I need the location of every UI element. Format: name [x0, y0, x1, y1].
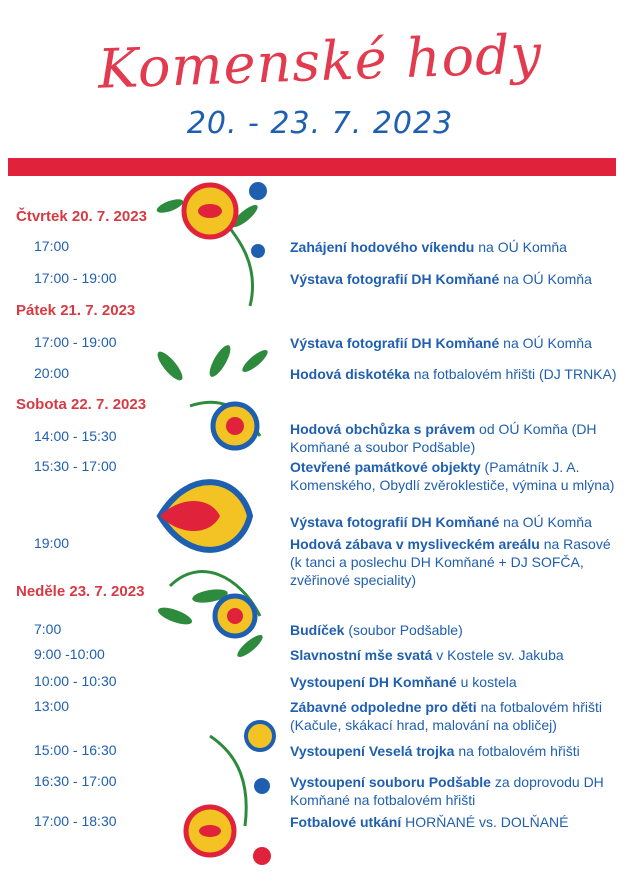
event-desc: [290, 535, 620, 589]
event-time: 10:00 - 10:30: [34, 673, 117, 689]
event-desc: [290, 813, 620, 831]
event-time: 17:00 - 19:00: [34, 270, 117, 286]
event-detail: na fotbalovém hřišti (DJ TRNKA): [409, 366, 617, 382]
event-title: Výstava fotografií DH Komňané: [290, 271, 500, 287]
event-time: 17:00 - 18:30: [34, 813, 117, 829]
event-time: 17:00 - 19:00: [34, 334, 117, 350]
event-detail: na OÚ Komňa: [499, 271, 592, 287]
event-title: Vystoupení DH Komňané: [290, 674, 457, 690]
event-title: Zábavné odpoledne pro děti: [290, 699, 477, 715]
folk-ornament: [150, 176, 280, 876]
event-detail: na OÚ Komňa: [499, 335, 592, 351]
event-title: Hodová zábava v mysliveckém areálu: [290, 536, 540, 552]
event-title: Otevřené památkové objekty: [290, 459, 481, 475]
event-detail: od OÚ Komňa (DH Komňané a soubor Podšable): [290, 421, 597, 455]
event-desc: [290, 773, 620, 809]
event-title: Slavnostní mše svatá: [290, 647, 433, 663]
event-time: 13:00: [34, 698, 70, 714]
event-desc: [290, 513, 620, 531]
event-detail: na OÚ Komňa: [499, 514, 592, 530]
event-time: 7:00: [34, 621, 62, 637]
event-detail: v Kostele sv. Jakuba: [432, 647, 564, 663]
event-title: Hodová obchůzka s právem: [290, 421, 476, 437]
event-time: 15:30 - 17:00: [34, 458, 117, 474]
poster-dates: 20. - 23. 7. 2023: [186, 106, 454, 141]
event-desc: [290, 238, 620, 256]
event-time: 15:00 - 16:30: [34, 742, 117, 758]
event-desc: [290, 646, 620, 664]
event-desc: [290, 270, 620, 288]
day-heading-thursday: Čtvrtek 20. 7. 2023: [16, 208, 147, 225]
event-desc: [290, 365, 620, 383]
event-time: 14:00 - 15:30: [34, 428, 117, 444]
event-detail: (Památník J. A. Komenského, Obydlí zvěroklestiče, výmina u mlýna): [290, 459, 615, 493]
event-desc: [290, 698, 620, 734]
event-time: 19:00: [34, 535, 70, 551]
event-desc: [290, 621, 620, 639]
event-title: Výstava fotografií DH Komňané: [290, 335, 500, 351]
event-title: Zahájení hodového víkendu: [290, 239, 475, 255]
event-time: 20:00: [34, 365, 70, 381]
event-detail: na Rasové (k tanci a poslechu DH Komňané + DJ SOFČA, zvěřinové speciality): [290, 536, 611, 588]
event-detail: na fotbalovém hřišti (Kačule, skákací hrad, malování na obličej): [290, 699, 602, 733]
day-heading-friday: Pátek 21. 7. 2023: [16, 302, 136, 319]
event-time: 16:30 - 17:00: [34, 773, 117, 789]
event-time: 9:00 -10:00: [34, 646, 105, 662]
event-detail: na fotbalovém hřišti: [454, 743, 580, 759]
event-desc: [290, 334, 620, 352]
event-title: Vystoupení souboru Podšable: [290, 774, 491, 790]
day-heading-saturday: Sobota 22. 7. 2023: [16, 396, 147, 413]
event-detail: na OÚ Komňa: [474, 239, 567, 255]
event-desc: [290, 673, 620, 691]
event-title: Výstava fotografií DH Komňané: [290, 514, 500, 530]
event-desc: [290, 742, 620, 760]
event-detail: u kostela: [456, 674, 517, 690]
event-detail: HORŇANÉ vs. DOLŇANÉ: [401, 814, 569, 830]
event-title: Fotbalové utkání: [290, 814, 402, 830]
event-detail: (soubor Podšable): [344, 622, 463, 638]
event-desc: [290, 458, 620, 494]
event-desc: [290, 420, 620, 456]
event-title: Budíček: [290, 622, 345, 638]
day-heading-sunday: Neděle 23. 7. 2023: [16, 583, 145, 600]
poster-title: Komenské hody: [96, 22, 544, 101]
event-title: Vystoupení Veselá trojka: [290, 743, 455, 759]
red-stripe: [8, 158, 616, 176]
event-title: Hodová diskotéka: [290, 366, 410, 382]
event-time: 17:00: [34, 238, 70, 254]
event-detail: za doprovodu DH Komňané na fotbalovém hřišti: [290, 774, 604, 808]
